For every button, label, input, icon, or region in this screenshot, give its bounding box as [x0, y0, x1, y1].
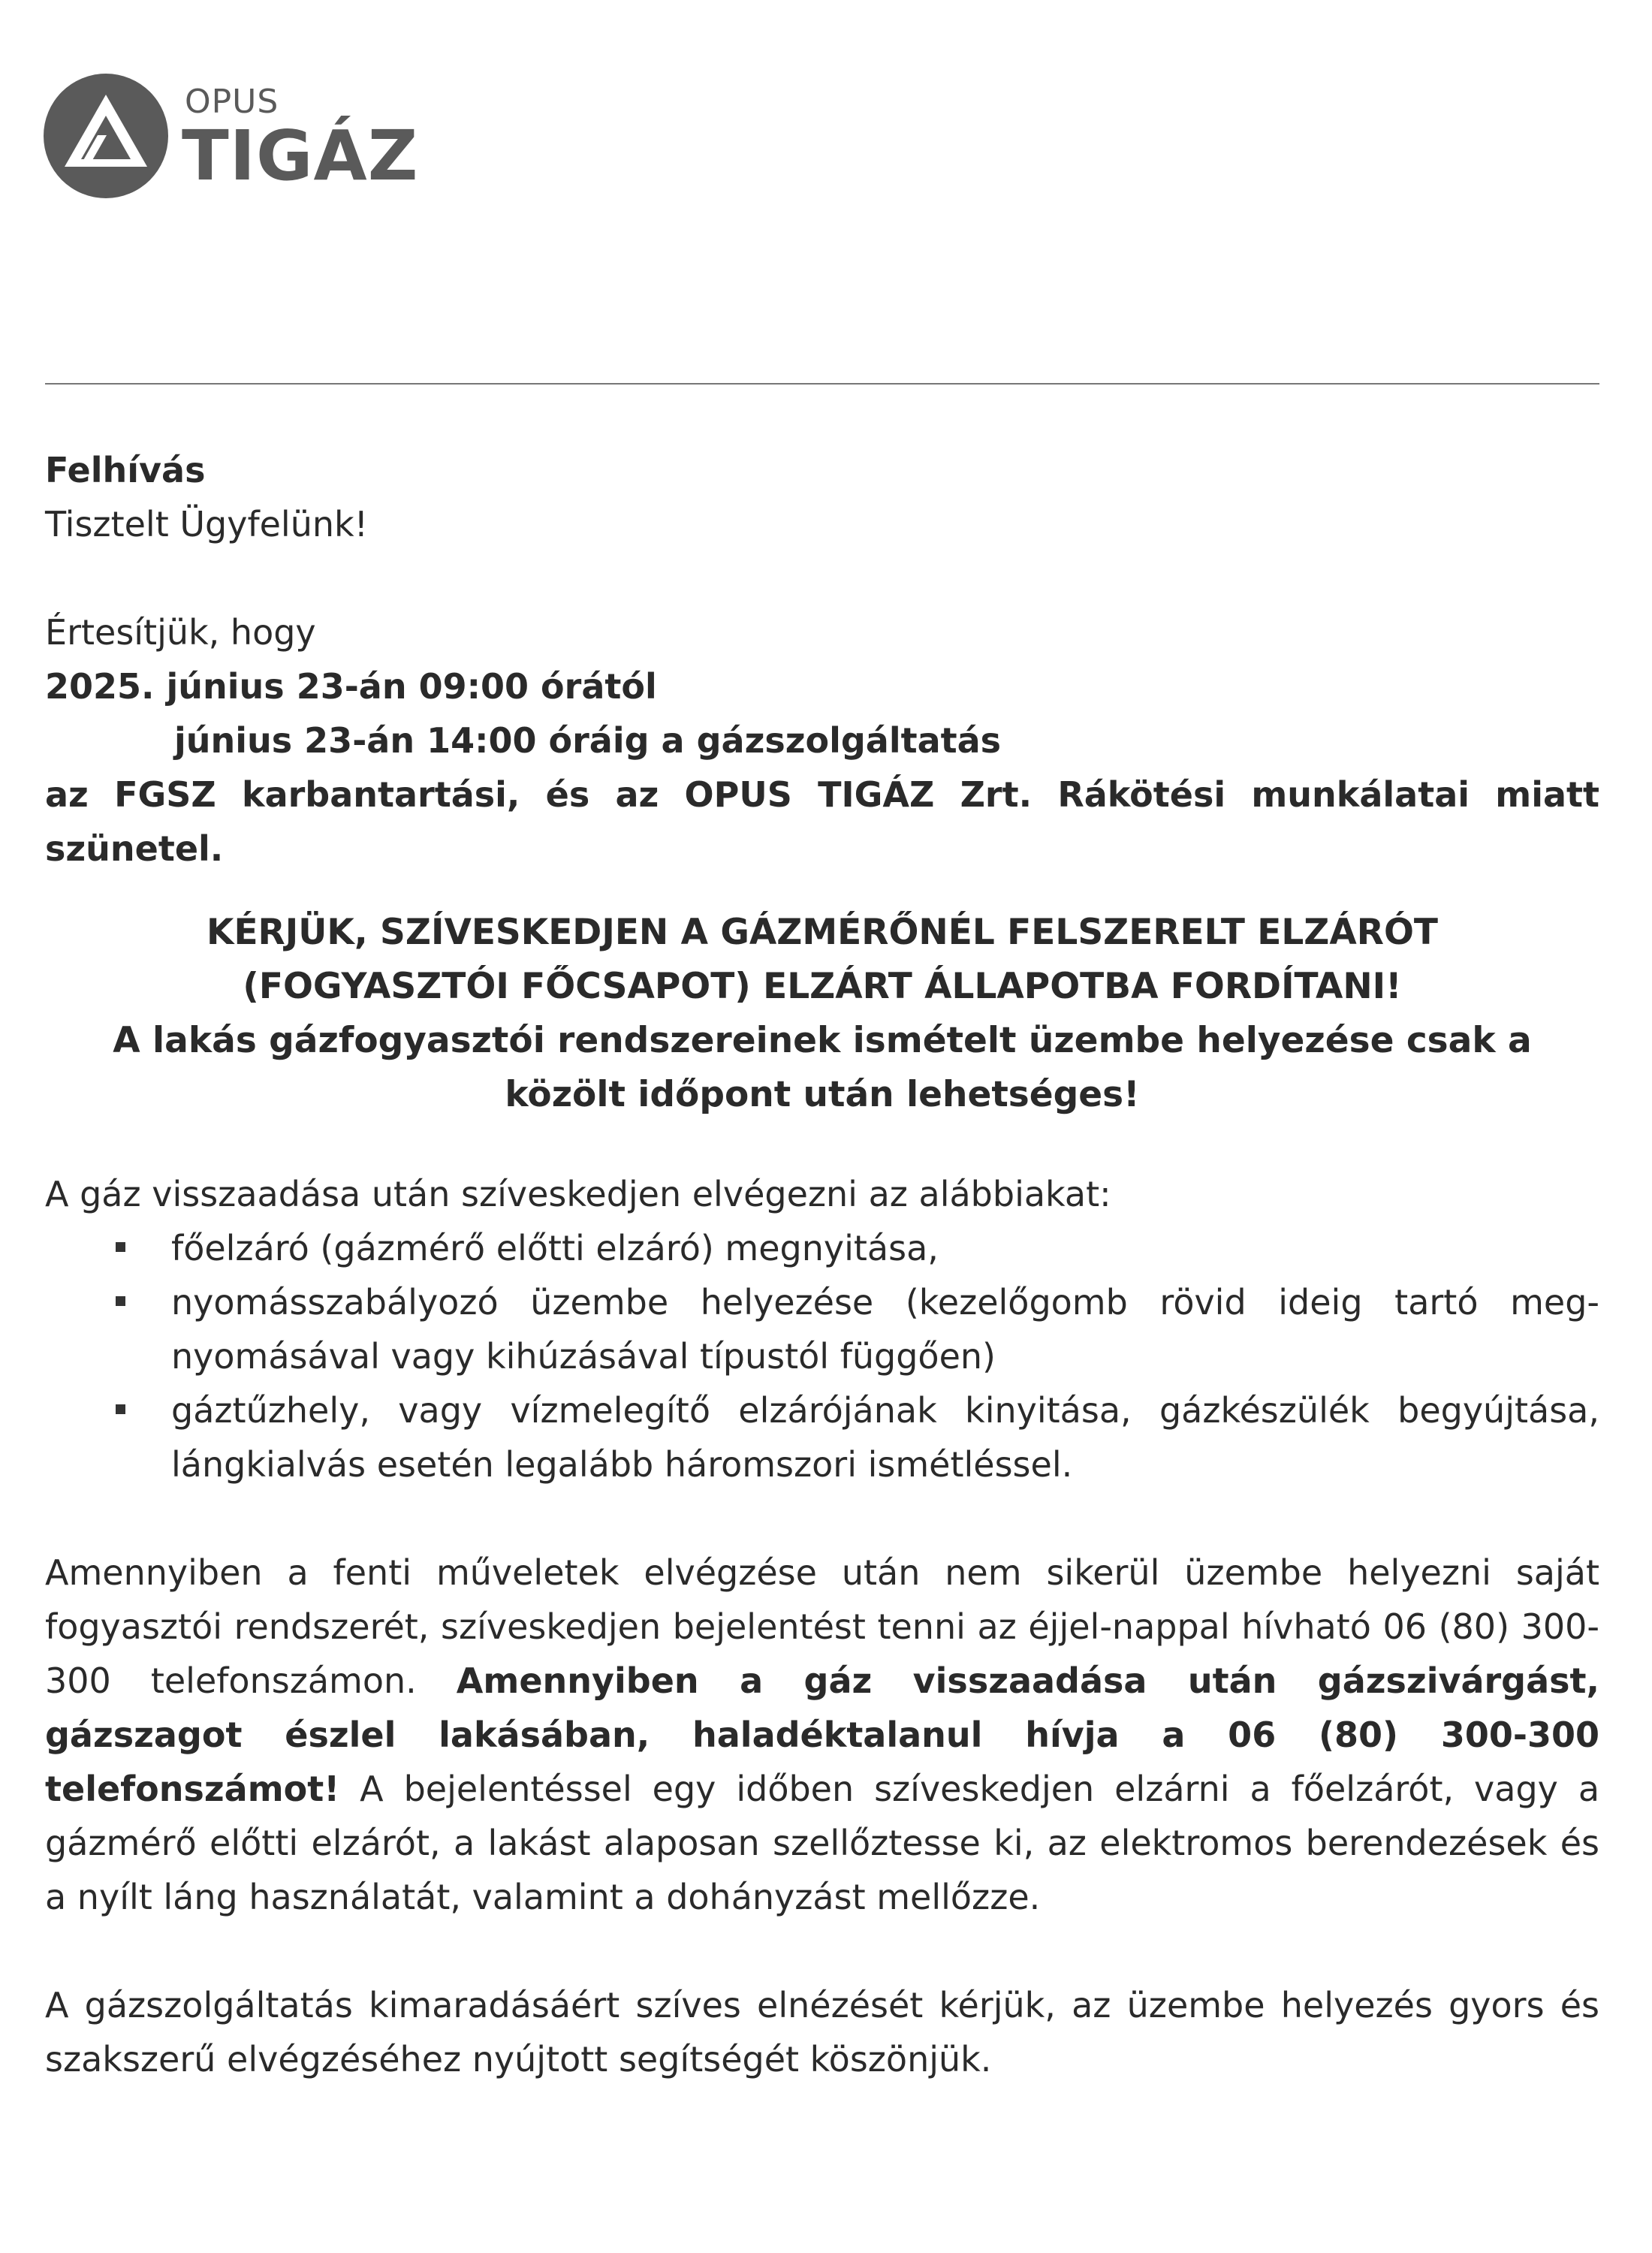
- bullet-icon: [116, 1296, 125, 1306]
- intro-text: Értesítjük, hogy: [45, 612, 316, 653]
- warning-line-2: (FOGYASZTÓI FŐCSAPOT) ELZÁRT ÁLLAPOTBA FORDÍTANI!: [243, 966, 1402, 1007]
- bullet-icon: [116, 1404, 125, 1414]
- outage-start: 2025. június 23-án 09:00 órától: [45, 666, 657, 707]
- spacer: [45, 1924, 1599, 1978]
- list-item: nyomásszabályozó üzembe helyezése (kezelőgomb rövid ideig tartó meg-nyomásával vagy kihúzásával típustól függően): [171, 1275, 1599, 1383]
- outage-end: június 23-án 14:00 óráig a gázszolgáltatás: [174, 720, 1002, 761]
- notice-heading: Felhívás: [45, 450, 206, 490]
- emergency-warning: Amennyiben a gáz visszaadása után gázszivárgást, gázszagot észlel lakásában, haladéktalanul hívja a 06 (80) 300-300 telefonszámot!: [45, 1660, 1599, 1809]
- logo-opus-text: OPUS: [185, 83, 279, 121]
- spacer: [45, 876, 1599, 906]
- emergency-paragraph: [45, 1546, 1599, 1924]
- emergency-text: Amennyiben a fenti műveletek elvégzése után nem sikerül üzembe helyezni saját fogyasztói rendszerét, szíveskedjen bejelentést tenni az éjjel-nappal hívható 06 (80) 300-300 telefonszámon.: [45, 1552, 1599, 1701]
- spacer: [45, 1491, 1599, 1546]
- spacer: [45, 1122, 1599, 1167]
- list-item: gáztűzhely, vagy vízmelegítő elzárójának kinyitása, gázkészülék begyújtása, lángkialvás esetén legalább háromszori ismétléssel.: [171, 1383, 1599, 1491]
- company-logo: [42, 72, 433, 200]
- warning-line-1: KÉRJÜK, SZÍVESKEDJEN A GÁZMÉRŐNÉL FELSZERELT ELZÁRÓT: [206, 912, 1438, 953]
- notice-body: [45, 443, 1599, 2086]
- list-item: főelzáró (gázmérő előtti elzáró) megnyitása,: [171, 1221, 1599, 1275]
- spacer: [45, 551, 1599, 605]
- tigaz-logo-icon: [42, 72, 170, 200]
- logo-tigaz-text: TIGÁZ: [182, 116, 419, 196]
- greeting: Tisztelt Ügyfelünk!: [45, 504, 369, 544]
- outage-reason: az FGSZ karbantartási, és az OPUS TIGÁZ Zrt. Rákötési munkálatai miatt szünetel.: [45, 774, 1599, 869]
- warning-line-3: A lakás gázfogyasztói rendszereinek ismételt üzembe helyezése csak a közölt időpont után lehetséges!: [113, 1020, 1532, 1115]
- bullet-icon: [116, 1242, 125, 1252]
- closing-paragraph: A gázszolgáltatás kimaradásáért szíves elnézését kérjük, az üzembe helyezés gyors és szakszerű elvégzéséhez nyújtott segítségét köszönjük.: [45, 1985, 1599, 2080]
- steps-list: [45, 1221, 1599, 1491]
- steps-intro: A gáz visszaadása után szíveskedjen elvégezni az alábbiakat:: [45, 1174, 1111, 1214]
- emergency-instructions: A bejelentéssel egy időben szíveskedjen elzárni a főelzárót, vagy a gázmérő előtti elzárót, a lakást alaposan szellőztesse ki, az elektromos berendezések és a nyílt láng használatát, valamint a dohányzást mellőzze.: [45, 1769, 1600, 1917]
- header-divider: [45, 383, 1599, 385]
